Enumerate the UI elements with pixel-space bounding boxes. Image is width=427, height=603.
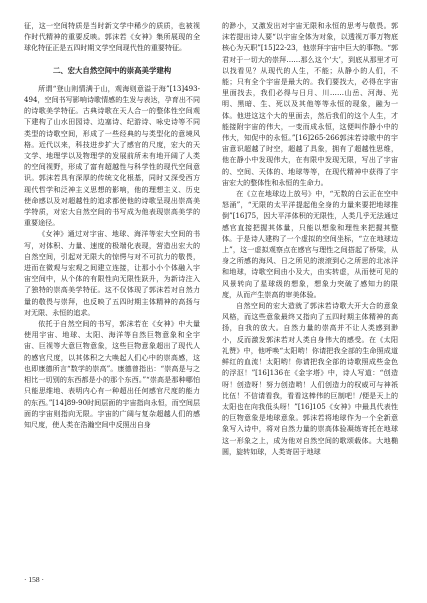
paragraph: 的渺小，又激发出对宇宙无限和永恒的思考与敬畏。郭沫若提出诗人要“以宇宙全体为对象，以透视万事万物底核心为天职”[15]22-23，他崇拜宇宙中巨大的事物。“郭君对于一切大的崇拜……那么这个‘大’，到底从那里才可以找看见？从现代的人生，不能；从静小的人们，不能；只有全个宇宙是最大的。我们要找大，必得在宇宙里面找去，我们必得与日月、川……山岳、河海、光明、黑暗、生、死以及其他等等永恒的现象，融为一体。他进这这个大的里面去，然后我们的这个人生，才能接附宇宙的伟大，一变而成永恒，这便叫作静小中的伟大，知促中的永恒。”[16]265-266郭沫若诗歌中的宇宙意识超越了时空，超越了具象，拥有了超越性思维，他在静小中发现伟大，在有限中发现无限，写出了宇宙的、空间、天体的、地球等等，在现代精神中获得了宇宙宏大的整体性和永恒的生命力。 <box>222 21 398 187</box>
paragraph: 依托于自然空间的书写，郭沫若在《女神》中大量使用宇宙、地球、太阳、海洋等自然巨物意象和全宇宙、巨视等大意巨物意象，这些巨物意象超出了现代人的感官尺度，以其体积之大唤起人们心中的崇高感，这也即康德所言“数学的崇高”。康德曾指出：“崇高是与之相比一切别的东西都是小的那个东西。”“崇高是那种哪怕只能思维地、表明内心有一种超出任何感官尺度的能力的东西。”[14]89-90时间层面的宇宙指向永恒，而空间层面的宇宙则指向无限。宇宙的广阔与复杂超越人们的感知尺度，使人类在浩瀚空间中反照出自身 <box>24 319 200 429</box>
section-heading: 二、宏大自然空间中的崇高美学建构 <box>52 65 172 75</box>
paragraph: 所谓“登山则情满于山，观海则意溢于海”[13]493-494，空间书写影响诗歌情感的生发与表达，孕育出不同的诗歌美学特征。古典诗歌在天人合一的整体性空间观下建构了山水田园诗、边塞诗、纪游诗、咏史诗等不同类型的诗歌空间，形成了一些经典的与类型化的意境风格。近代以来，科技进步扩大了感官的尺度，宏大的天文学、地理学以及物理学的发展前所未有地开阔了人类的空间视野，形成了富有超越性与科学性的现代空间意识。郭沫若具有深厚的传统文化根基，同时又深受西方现代哲学和泛神主义思想的影响，他的理想主义、历史使命感以及对超越性的追求都使他的诗歌呈现出崇高美学特质，对宏大自然空间的书写成为他表现崇高美学的重要途径。 <box>24 83 200 228</box>
paragraph: 《女神》通过对宇宙、地球、海洋等宏大空间的书写，对体积、力量、速度的极端化表现，营造出宏大的自然空间，引起对无限大的惊愕与对不可抗力的敬畏，进而在微观与宏观之间建立连接，让那小小个体融入宇宙空间中，从个体的有限性向无限性跃升，为新诗注入了独特的崇高美学特征。这不仅体现了郭沫若对自然力量的敬畏与崇拜，也反映了五四时期主体精神的高扬与对无限、永恒的追求。 <box>24 229 200 317</box>
page-number: · 158 · <box>24 575 44 584</box>
paragraph: 自然空间的宏大造就了郭沫若诗歌大开大合的意象风格，而这些意象最终又指向了五四时期主体精神的高扬，自我的放大。自然力量的崇高并不让人类感到渺小，反而激发郭沫若对人类自身伟大的感受。在《太阳礼赞》中，他呼唤“太阳哟！你请把我全部的生命照成道鲜红的血流！太阳哟！你请把我全部的诗歌照成些金色的浮沤！”[16]136在《金字塔》中，诗人写道：“创造呀！创造呀！努力创造哟！人们创造力的权威可与神祇比伍！不信请看我，看看这棒伟的巨制吧！/便是天上的太阳也在向我低头呀！”[16]105《女神》中最具代表性的巨物意象是地球意象。郭沫若将地球作为一个全新意象写入诗中，将对自然力量的崇高体验凝练寄托在地球这一形象之上，成为他对自然空间的歌颂载体。大地椭圆，旋转如球，人类寄居于地球 <box>222 301 398 456</box>
left-column <box>24 20 200 430</box>
paragraph: 在《立在地球边上放号》中，“无数的白云正在空中怒涌”，“无限的太平洋提起他全身的力量来要把地球推倒”[16]75，因大平洋体积的无限性，人类几乎无法通过感官直接把握其体量，只能以想象和理性来把握其整体。于是诗人建构了一个虚拟的空间坐标，“立在地球边上”，这一虚拟观察点在感官与理性之间搭起了桥梁，从身之所感的海风、日之所见的滚滚到心之所思的北冰洋和地球，诗歌空间由小及大，由实转虚，从而使可见的风景转向了星球级的想象，想象力突破了感知力的限度，从而产生崇高的审美体验。 <box>222 189 398 299</box>
paragraph: 征，这一空间特质是当时新文学中稀少的质质，也被视作时代精神的重要反映。郭沫若《女神》集所展现的全球化特征正是五四时期文学空间现代性的重要特征。 <box>24 21 200 53</box>
right-column <box>222 20 398 457</box>
